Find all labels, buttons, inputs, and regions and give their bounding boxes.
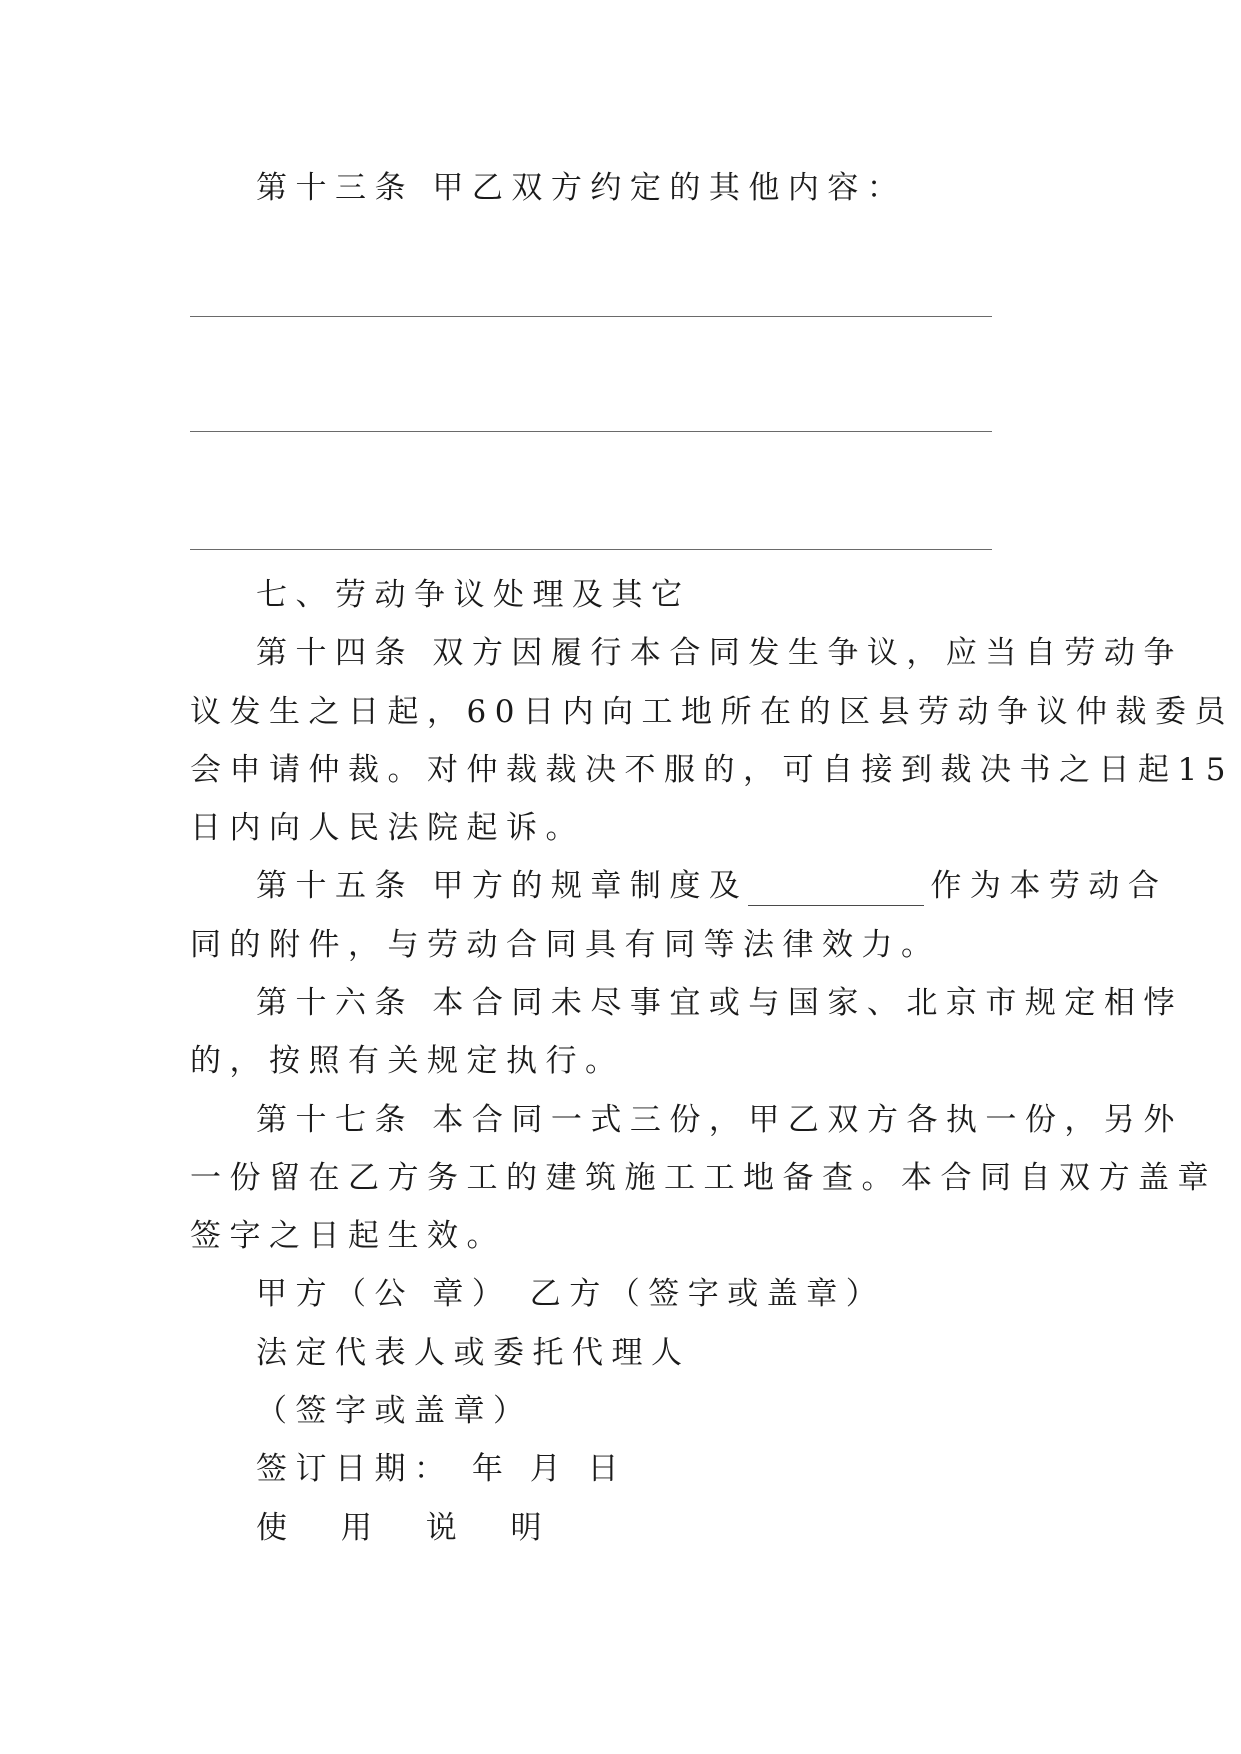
article-16-line-2: 的，按照有关规定执行。 — [190, 1043, 625, 1079]
article-15-text-after: 作为本劳动合 — [930, 868, 1168, 904]
article-17-line-1: 第十七条 本合同一式三份，甲乙双方各执一份，另外 — [256, 1102, 1183, 1138]
article-17-line-3: 签字之日起生效。 — [190, 1218, 506, 1254]
blank-fill-line-3 — [190, 549, 992, 550]
article-14-line-2: 议发生之日起，60日内向工地所在的区县劳动争议仲裁委员 — [190, 694, 1234, 730]
usage-notes-heading: 使 用 说 明 — [256, 1510, 564, 1546]
article-15-text-before: 第十五条 甲方的规章制度及 — [256, 868, 749, 904]
article-14-line-3: 会申请仲裁。对仲裁裁决不服的，可自接到裁决书之日起15 — [190, 752, 1234, 788]
article-15-line-1 — [256, 866, 1167, 906]
article-13-title: 第十三条 甲乙双方约定的其他内容： — [256, 170, 907, 206]
blank-fill-line-2 — [190, 431, 992, 432]
blank-fill-line-1 — [190, 316, 992, 317]
signing-date: 签订日期： 年 月 日 — [256, 1451, 628, 1487]
sign-or-seal-note: （签字或盖章） — [256, 1393, 533, 1429]
section-7-heading: 七、劳动争议处理及其它 — [256, 577, 691, 613]
article-15-blank — [748, 875, 924, 906]
article-14-line-4: 日内向人民法院起诉。 — [190, 810, 585, 846]
article-14-line-1: 第十四条 双方因履行本合同发生争议，应当自劳动争 — [256, 635, 1183, 671]
article-15-line-2: 同的附件，与劳动合同具有同等法律效力。 — [190, 927, 941, 963]
article-17-line-2: 一份留在乙方务工的建筑施工工地备查。本合同自双方盖章 — [190, 1160, 1217, 1196]
legal-representative: 法定代表人或委托代理人 — [256, 1335, 691, 1371]
article-16-line-1: 第十六条 本合同未尽事宜或与国家、北京市规定相悖 — [256, 985, 1183, 1021]
signature-parties: 甲方（公 章） 乙方（签字或盖章） — [256, 1276, 886, 1312]
